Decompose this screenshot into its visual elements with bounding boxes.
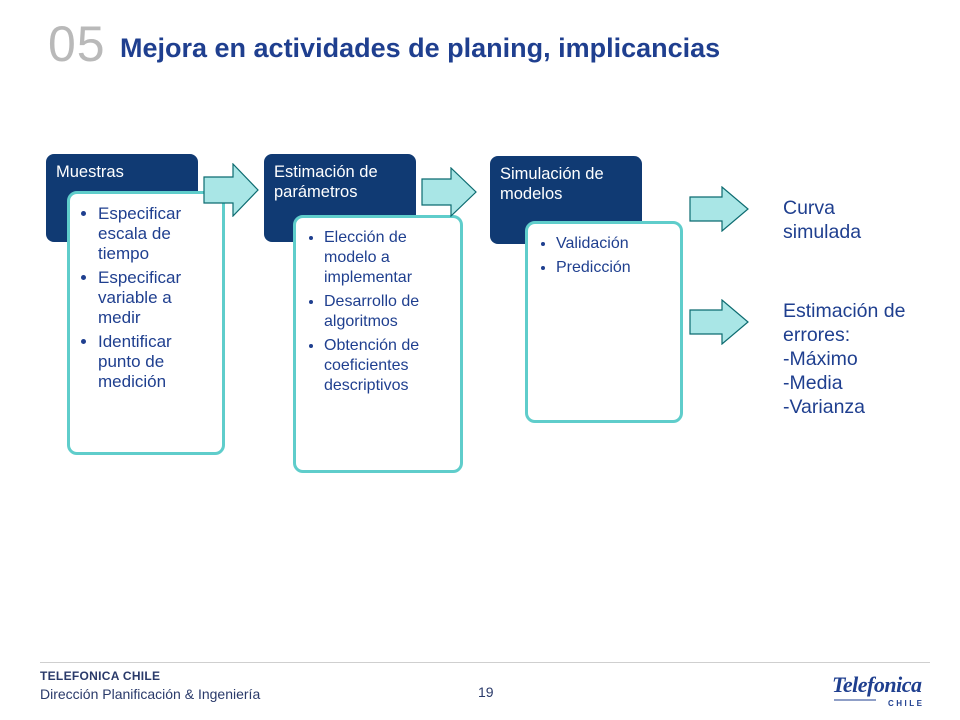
list-item: • Validación bbox=[556, 234, 668, 254]
step-list-estimacion bbox=[310, 228, 448, 396]
list-item: • Especificar escala de tiempo bbox=[98, 204, 210, 264]
step-header-simulacion: Simulación de modelos bbox=[490, 156, 642, 244]
list-item: • Especificar variable a medir bbox=[98, 268, 210, 328]
footer-company: TELEFONICA CHILE bbox=[40, 669, 161, 683]
step-header-muestras: Muestras bbox=[46, 154, 198, 242]
step-list-simulacion bbox=[542, 234, 668, 278]
arrow-right-icon bbox=[421, 167, 477, 217]
output-line: Curva bbox=[783, 197, 836, 219]
list-item: • Predicción bbox=[556, 258, 668, 278]
list-item: • Elección de modelo a implementar bbox=[324, 228, 448, 288]
page-number: 19 bbox=[478, 684, 494, 700]
footer-divider bbox=[40, 662, 930, 663]
output-line: simulada bbox=[783, 221, 862, 243]
step-list-muestras bbox=[84, 204, 210, 392]
list-item: • Obtención de coeficientes descriptivos bbox=[324, 336, 448, 396]
output-line: errores: bbox=[783, 324, 851, 346]
slide-title: Mejora en actividades de planing, implicancias bbox=[120, 33, 721, 63]
svg-text:Telefonica: Telefonica bbox=[832, 672, 922, 697]
output-line: Estimación de bbox=[783, 300, 906, 322]
step-header-estimacion: Estimación de parámetros bbox=[264, 154, 416, 242]
output-estimacion-errores bbox=[783, 299, 905, 419]
footer-department: Dirección Planificación & Ingeniería bbox=[40, 686, 261, 702]
step-card-muestras bbox=[67, 191, 225, 455]
output-line: -Varianza bbox=[783, 396, 866, 418]
arrow-right-icon bbox=[203, 163, 259, 217]
svg-text:CHILE: CHILE bbox=[888, 699, 925, 708]
step-card-estimacion bbox=[293, 215, 463, 473]
output-line: -Máximo bbox=[783, 348, 858, 370]
output-line: -Media bbox=[783, 372, 843, 394]
telefonica-logo bbox=[830, 668, 935, 712]
arrow-right-icon bbox=[689, 299, 749, 345]
slide-number: 05 bbox=[48, 16, 106, 72]
list-item: • Identificar punto de medición bbox=[98, 332, 210, 392]
arrow-right-icon bbox=[689, 186, 749, 232]
list-item: • Desarrollo de algoritmos bbox=[324, 292, 448, 332]
step-card-simulacion bbox=[525, 221, 683, 423]
output-curva-simulada bbox=[783, 196, 861, 244]
